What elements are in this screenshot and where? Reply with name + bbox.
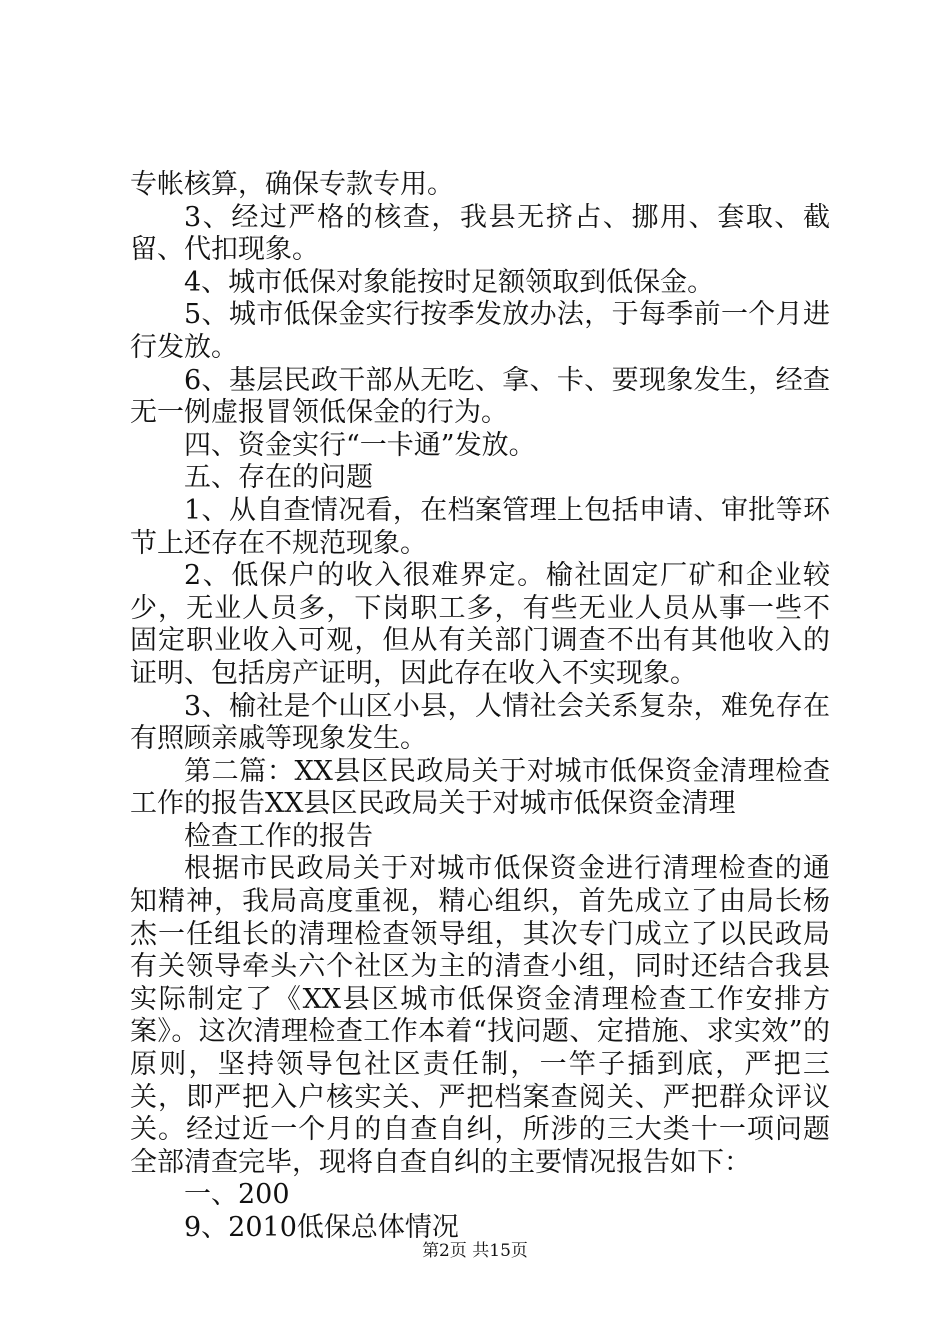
section-heading-four: 四、资金实行“一卡通”发放。 — [184, 429, 536, 461]
problem-item-3: 3、榆社是个山区小县，人情社会关系复杂，难免存在有照顾亲戚等现象发生。 — [130, 690, 830, 755]
chapter-two-title-continued: 检查工作的报告 — [184, 820, 373, 852]
paragraph-item-4: 4、城市低保对象能按时足额领取到低保金。 — [184, 266, 715, 298]
paragraph-item-3: 3、经过严格的核查，我县无挤占、挪用、套取、截留、代扣现象。 — [130, 201, 830, 266]
paragraph-item-6: 6、基层民政干部从无吃、拿、卡、要现象发生，经查无一例虚报冒领低保金的行为。 — [130, 364, 830, 429]
document-body — [130, 169, 830, 1245]
paragraph-item-5: 5、城市低保金实行按季发放办法，于每季前一个月进行发放。 — [130, 299, 830, 363]
problem-item-2: 2、低保户的收入很难界定。榆社固定厂矿和企业较少，无业人员多，下岗职工多，有些无业人员从事一些不固定职业收入可观，但从有关部门调查不出有其他收入的证明、包括房产证明，因此存在收入不实现象。 — [130, 560, 830, 689]
section-heading-overview: 9、2010低保总体情况 — [184, 1212, 459, 1243]
problem-item-1: 1、从自查情况看，在档案管理上包括申请、审批等环节上还存在不规范现象。 — [130, 494, 830, 559]
page-number-label: 第2页 共15页 — [422, 1241, 528, 1261]
chapter-two-title: 第二篇：XX县区民政局关于对城市低保资金清理检查工作的报告XX县区民政局关于对城市低保资金清理 — [130, 755, 830, 820]
section-heading-one: 一、200 — [184, 1179, 290, 1211]
paragraph-continuation: 专帐核算，确保专款专用。 — [130, 169, 454, 200]
page-footer — [0, 1240, 950, 1262]
section-heading-five: 五、存在的问题 — [184, 462, 373, 494]
report-intro-paragraph: 根据市民政局关于对城市低保资金进行清理检查的通知精神，我局高度重视，精心组织，首先成立了由局长杨杰一任组长的清理检查领导组，其次专门成立了以民政局有关领导牵头六个社区为主的清查小组，同时还结合我县实际制定了《XX县区城市低保资金清理检查工作安排方案》。这次清理检查工作本着“找问题、定措施、求实效”的原则，坚持领导包社区责任制，一竿子插到底，严把三关，即严把入户核实关、严把档案查阅关、严把群众评议关。经过近一个月的自查自纠，所涉的三大类十一项问题全部清查完毕，现将自查自纠的主要情况报告如下： — [130, 853, 830, 1178]
